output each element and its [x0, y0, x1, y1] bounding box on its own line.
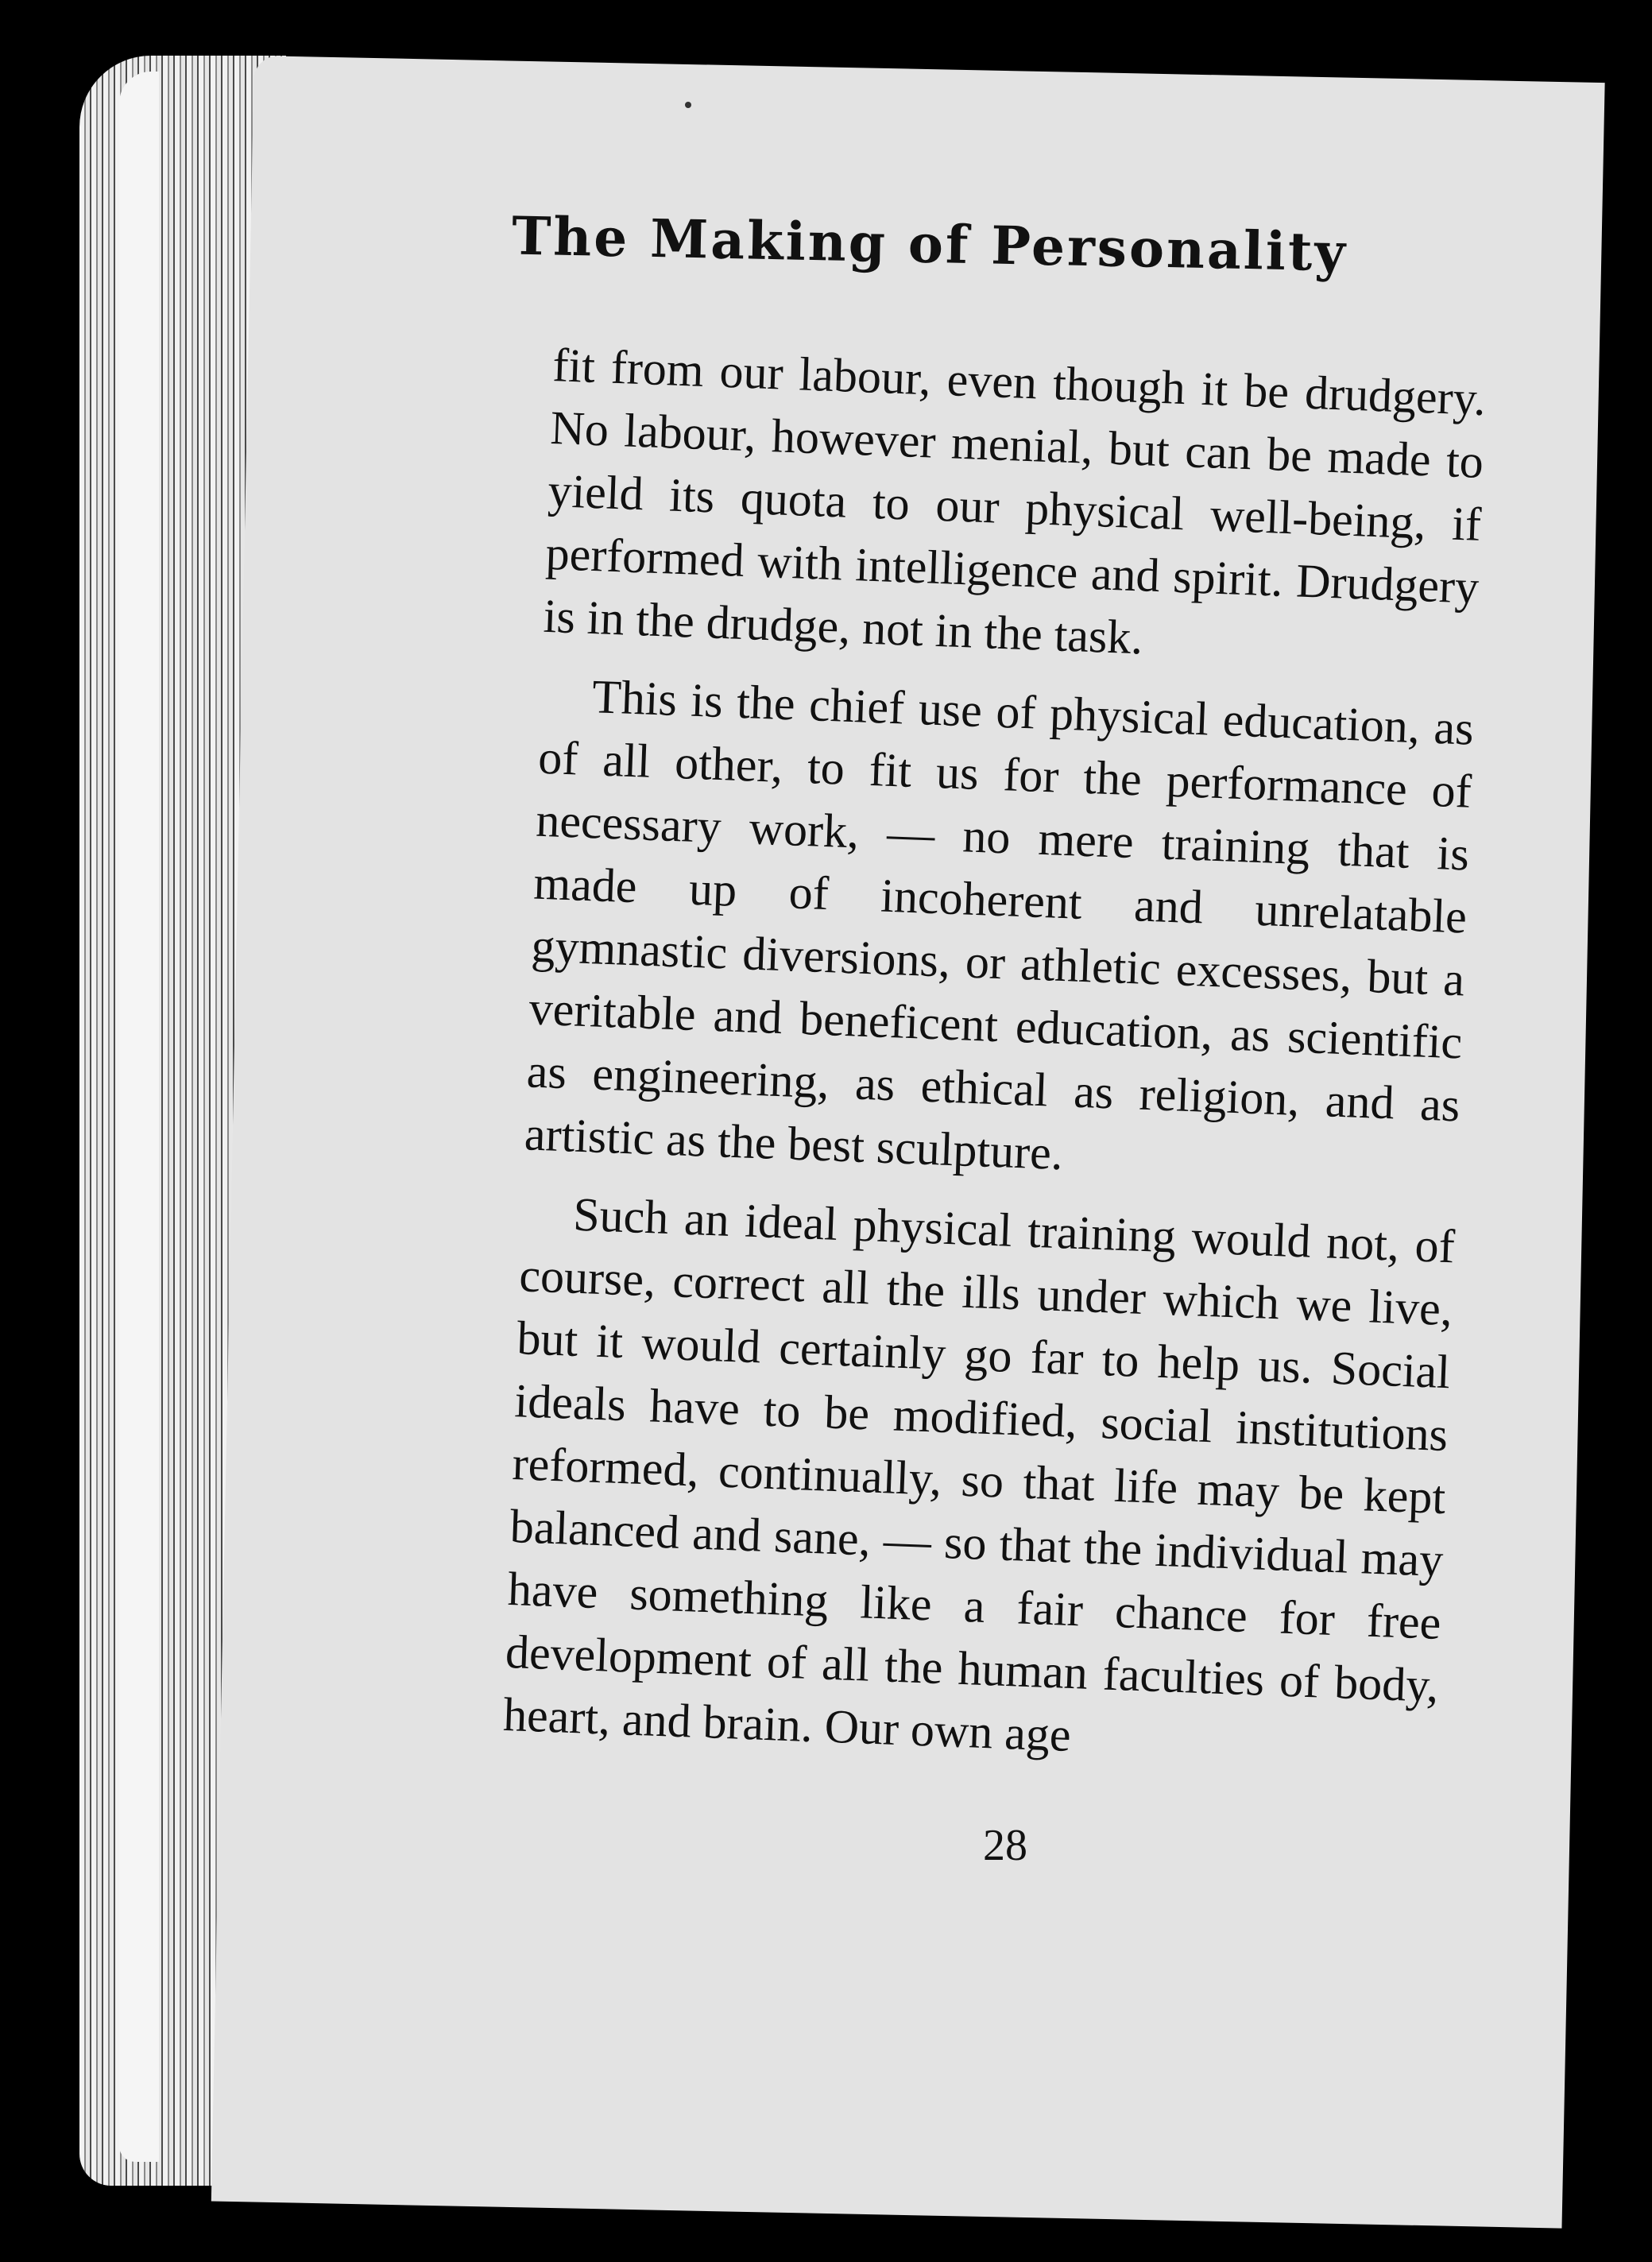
paragraph-1: fit from our labour, even though it be drudgery. No labour, however menial, but can be made to yield its quota to our physical well-being, if performed with intelligence and spirit. Drudgery is in the drudge, not in the task. — [542, 338, 1487, 664]
speck — [685, 102, 691, 108]
paragraph-3: Such an ideal physical training would not, of course, correct all the ills under which we live, but it would certainly go far to help us. Social ideals have to be modified, social institutions reformed, continually, so that life may be kept balanced and sane, — so that the individual may have something like a fair chance for free development of all the human faculties of body, heart, and brain. Our own age — [502, 1187, 1456, 1762]
page-number: 28 — [983, 1821, 1027, 1870]
body-text — [502, 334, 1487, 1780]
page-edge-highlight — [119, 72, 159, 2162]
right-shadow — [1605, 0, 1652, 2262]
paragraph-2: This is the chief use of physical education, as of all other, to fit us for the performance of necessary work, — no mere training that is made up of incoherent and unrelatable gymnastic diversions, or athletic excesses, but a veritable and beneficent education, as scientific as engineering, as ethical as religion, and as artistic as the best sculpture. — [523, 670, 1475, 1180]
running-head: The Making of Personality — [511, 204, 1348, 284]
